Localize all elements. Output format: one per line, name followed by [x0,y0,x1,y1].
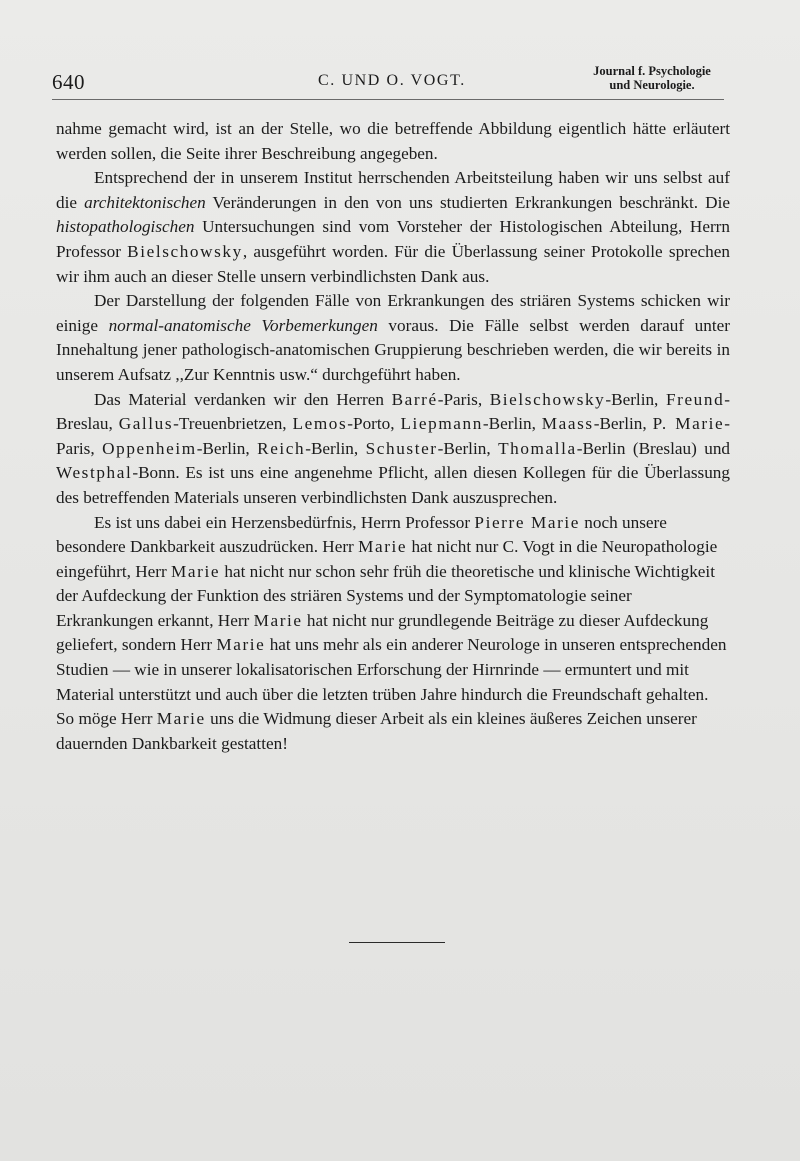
body-text [56,117,730,756]
text-run: voraus. Die Fälle selbst werden darauf unter Innehaltung jener pathologisch-anatomischen Gruppierung beschrieben werden, die wir bereits in unserem Aufsatz ,,Zur Kenntnis usw.“ durchgeführt haben. [56,315,730,384]
running-head: C. UND O. VOGT. [318,72,466,89]
person-name: Marie [358,537,408,557]
text-run: -Breslau, [56,389,730,434]
person-name: Marie [156,709,206,729]
text-run: noch unsere besondere Dankbarkeit auszudrücken. Herr [56,512,667,557]
person-name: P. Marie [652,414,725,434]
text-run: hat uns mehr als ein anderer Neurologe in unseren entsprechenden Studien — wie in unserer lokalisatorischen Erforschung der Hirnrinde — ermuntert und mit Material unterstützt und auch über die letzten trüben Jahre hindurch die Freundschaft gehalten. So möge Herr [56,635,727,729]
person-name: Bielschowsky [127,241,243,261]
paragraph-4 [56,388,730,511]
text-run: , ausgeführt worden. Für die Überlassung seiner Protokolle sprechen wir ihm auch an dieser Stelle unsern verbindlichsten Dank aus. [56,241,730,286]
person-name: Marie [253,610,303,630]
end-rule [349,942,445,943]
text-run: uns die Widmung dieser Arbeit als ein kleines äußeres Zeichen unserer dauernden Dankbarkeit gestatten! [56,709,697,753]
text-run: Das Material verdanken wir den Herren [94,389,392,409]
person-name: Westphal [56,463,133,483]
page-header [52,62,732,100]
paragraph-2 [56,166,730,289]
text-run: -Paris, [437,389,490,409]
text-run: Der Darstellung der folgenden Fälle von Erkrankungen des striären Systems schicken wir einige [56,291,730,335]
text-run: -Berlin, [305,438,366,458]
text-run: Entsprechend der in unserem Institut herrschenden Arbeitsteilung haben wir uns selbst auf die [56,168,730,212]
person-name: Reich [257,438,306,458]
person-name: Pierre Marie [474,512,580,532]
text-run: -Porto, [347,414,401,434]
person-name: Maass [541,414,594,434]
person-name: Marie [171,561,221,581]
person-name: Lemos [292,414,348,434]
header-rule [52,99,724,100]
person-name: Liepmann [400,414,483,434]
text-run: -Berlin, [196,438,258,458]
text-run: -Berlin, [437,438,499,458]
page-number: 640 [52,70,85,94]
text-run: -Berlin (Breslau) und [576,438,731,458]
italic-term: normal-anatomische Vorbemerkungen [108,315,378,335]
text-run: -Berlin, [482,414,542,434]
person-name: Thomalla [498,438,577,458]
person-name: Marie [216,635,266,655]
person-name: Bielschowsky [489,389,606,409]
text-run: -Berlin, [593,414,653,434]
text-run: Veränderungen in den von uns studierten Erkrankungen beschränkt. Die [205,192,730,212]
italic-term: architektonischen [84,192,206,212]
journal-name-line-2: und Neurologie. [609,78,695,92]
person-name: Barré [391,389,438,409]
text-run: hat nicht nur schon sehr früh die theoretische und klinische Wichtigkeit der Aufdeckung der Funktion des striären Systems und der Symptomatologie seiner Erkrankungen erkannt, Herr [56,561,715,630]
person-name: Gallus [118,414,174,434]
paragraph-5 [56,511,730,757]
person-name: Schuster [365,438,438,458]
paragraph-1: nahme gemacht wird, ist an der Stelle, wo die betreffende Abbildung eigentlich hätte erläutert werden sollen, die Seite ihrer Beschreibung angegeben. [56,119,730,163]
italic-term: histopathologischen [56,217,195,237]
text-run: Es ist uns dabei ein Herzensbedürfnis, Herrn Professor [94,512,475,532]
text-run: -Treuenbrietzen, [173,414,293,434]
text-run: hat nicht nur [407,537,503,557]
text-run: Untersuchungen sind vom Vorsteher der Histologischen Abteilung, Herrn Professor [56,217,730,261]
journal-name [572,64,732,92]
text-run: -Berlin, [605,389,666,409]
person-name: C. Vogt [502,537,555,557]
text-run: hat nicht nur grundlegende Beiträge zu dieser Aufdeckung geliefert, sondern Herr [56,610,709,655]
text-run: -Paris, [56,414,731,458]
text-run: in die Neuropathologie eingeführt, Herr [56,537,718,581]
person-name: Freund [665,389,725,409]
text-run: -Bonn. Es ist uns eine angenehme Pflicht, allen diesen Kollegen für die Überlassung des betreffenden Materials unseren verbindlichsten Dank auszusprechen. [56,463,730,507]
person-name: Oppenheim [102,438,197,458]
journal-name-line-1: Journal f. Psychologie [593,64,711,78]
paragraph-3 [56,289,730,387]
